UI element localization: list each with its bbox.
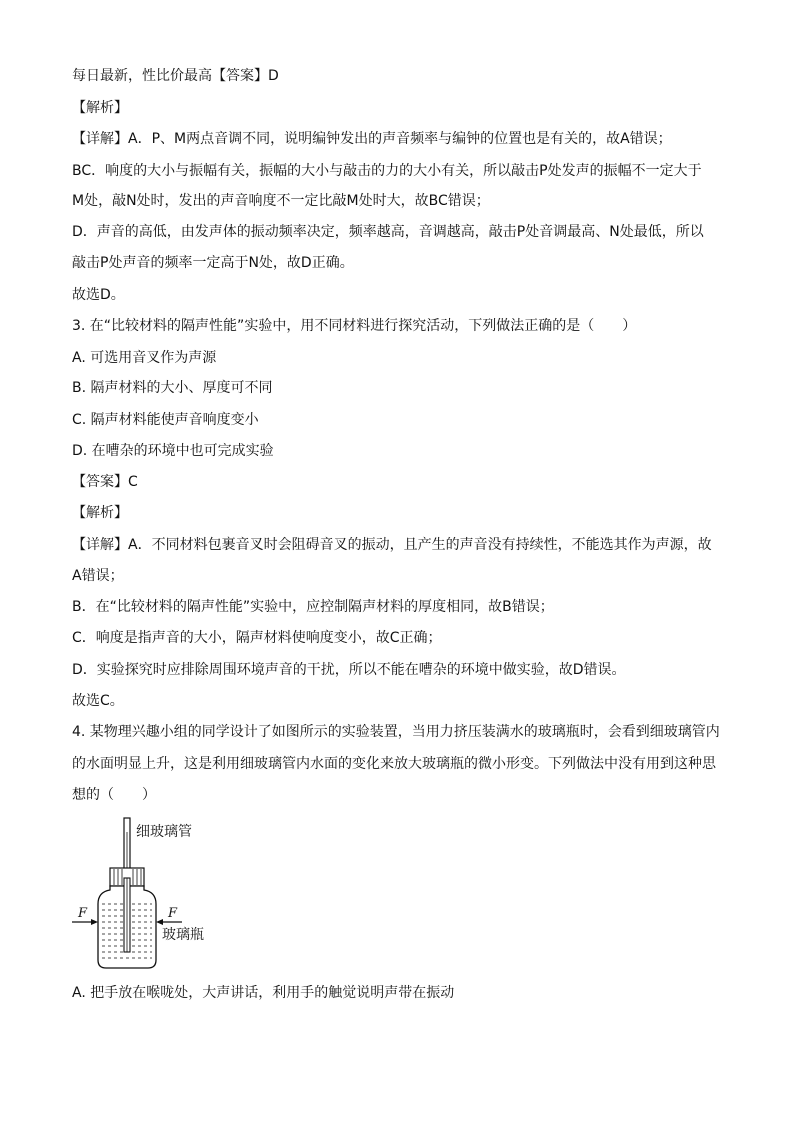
text-line-detail-d: D．声音的高低，由发声体的振动频率决定，频率越高，音调越高，敲击P处音调最高、N处最低，所以	[72, 224, 704, 240]
question-3-option-a: A. 可选用音叉作为声源	[72, 350, 217, 366]
question-4-stem-3: 想的（ ）	[72, 787, 156, 803]
text-line-detail2-d: D．实验探究时应排除周围环境声音的干扰，所以不能在嘈杂的环境中做实验，故D错误。	[72, 662, 626, 678]
text-line-analysis-1: 【解析】	[72, 100, 128, 116]
question-3-option-d: D. 在嘈杂的环境中也可完成实验	[72, 443, 274, 459]
text-line-detail-bc-cont: M处，敲N处时，发出的声音响度不一定比敲M处时大，故BC错误；	[72, 193, 490, 209]
text-line-detail-bc: BC．响度的大小与振幅有关，振幅的大小与敲击的力的大小有关，所以敲击P处发声的振幅不一定大于	[72, 163, 702, 179]
text-line-analysis-2: 【解析】	[72, 505, 128, 521]
question-4-stem-1: 4. 某物理兴趣小组的同学设计了如图所示的实验装置，当用力挤压装满水的玻璃瓶时，会看到细玻璃管内	[72, 724, 720, 740]
text-line-choose-d: 故选D。	[72, 287, 125, 303]
force-label-right: F	[168, 906, 178, 921]
text-line-choose-c: 故选C。	[72, 693, 124, 709]
bottle-apparatus-figure	[60, 812, 250, 982]
text-line-detail2-b: B．在“比较材料的隔声性能”实验中，应控制隔声材料的厚度相同，故B错误；	[72, 599, 554, 615]
question-3-stem: 3. 在“比较材料的隔声性能”实验中，用不同材料进行探究活动，下列做法正确的是（ ）	[72, 318, 637, 334]
question-3-option-b: B. 隔声材料的大小、厚度可不同	[72, 380, 273, 396]
question-4-option-a: A. 把手放在喉咙处，大声讲话，利用手的触觉说明声带在振动	[72, 985, 455, 1001]
text-line-answer-c: 【答案】C	[72, 474, 138, 490]
text-line-detail2-a: 【详解】A．不同材料包裹音叉时会阻碍音叉的振动，且产生的声音没有持续性，不能选其作为声源，故	[72, 537, 712, 553]
text-line-detail-d-cont: 敲击P处声音的频率一定高于N处，故D正确。	[72, 255, 354, 271]
text-line-detail2-a-cont: A错误；	[72, 568, 124, 584]
question-3-option-c: C. 隔声材料能使声音响度变小	[72, 412, 259, 428]
bottle-label: 玻璃瓶	[162, 927, 204, 943]
question-4-stem-2: 的水面明显上升，这是利用细玻璃管内水面的变化来放大玻璃瓶的微小形变。下列做法中没有用到这种思	[72, 756, 716, 772]
tube-label: 细玻璃管	[136, 824, 192, 840]
text-line-detail-a: 【详解】A．P、M两点音调不同，说明编钟发出的声音频率与编钟的位置也是有关的，故A错误；	[72, 131, 672, 147]
text-line-detail2-c: C．响度是指声音的大小，隔声材料使响度变小，故C正确；	[72, 630, 442, 646]
text-line-answer-d: 每日最新，性比价最高【答案】D	[72, 68, 279, 84]
force-label-left: F	[78, 906, 88, 921]
